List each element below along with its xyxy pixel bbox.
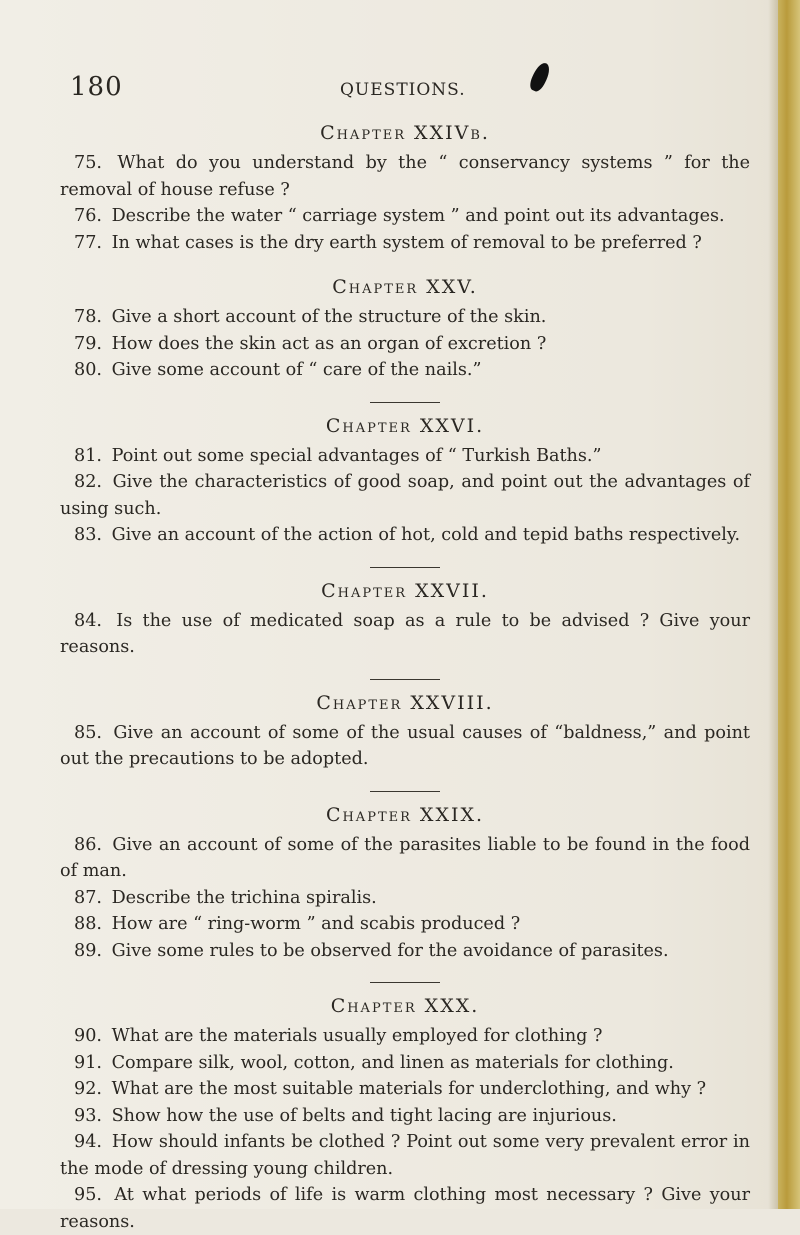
question-number: 77. (74, 232, 102, 253)
chapter-section (60, 276, 750, 384)
question (60, 1129, 750, 1182)
question-text: Give an account of some of the parasites liable to be found in the food of man. (60, 834, 750, 881)
section-divider (370, 679, 440, 680)
chapter-gap (60, 256, 750, 276)
running-head: QUESTIONS. (340, 80, 466, 100)
question-number: 94. (74, 1132, 102, 1152)
question-text: How does the skin act as an organ of excretion ? (111, 333, 547, 354)
question-text: In what cases is the dry earth system of removal to be preferred ? (111, 232, 702, 253)
chapter-title: Chapter XXVII. (321, 579, 489, 602)
section-divider (370, 982, 440, 983)
question-text: What are the materials usually employed for clothing ? (111, 1026, 603, 1046)
question-number: 75. (74, 153, 102, 173)
question-text: Describe the water “ carriage system ” and point out its advantages. (111, 206, 725, 226)
question-text: What are the most suitable materials for underclothing, and why ? (111, 1079, 707, 1099)
question (60, 230, 750, 257)
question-number: 76. (74, 206, 102, 226)
question (60, 522, 750, 549)
question-number: 92. (74, 1079, 102, 1099)
section-divider (370, 402, 440, 403)
question-text: Give the characteristics of good soap, and point out the advantages of using such. (60, 472, 750, 519)
question-number: 84. (74, 610, 102, 631)
question-number: 79. (74, 333, 102, 354)
chapter-section (60, 122, 750, 256)
page-number: 180 (70, 72, 123, 102)
chapter-title: Chapter XXVIII. (316, 691, 494, 714)
question (60, 1103, 750, 1130)
question (60, 832, 750, 885)
question (60, 938, 750, 965)
questions-content (60, 122, 750, 1235)
question (60, 608, 750, 661)
question-text: Describe the trichina spiralis. (111, 887, 377, 908)
question (60, 1076, 750, 1103)
question-number: 81. (74, 445, 102, 466)
question-text: Give an account of the action of hot, cold and tepid baths respectively. (111, 525, 741, 545)
question-text: Point out some special advantages of “ Turkish Baths.” (111, 445, 602, 466)
question-text: Is the use of medicated soap as a rule to be advised ? Give your reasons. (60, 610, 751, 657)
question (60, 203, 750, 230)
question-number: 91. (74, 1052, 102, 1073)
question (60, 1023, 750, 1050)
question-number: 83. (74, 525, 102, 545)
chapter-title: Chapter XXV. (332, 276, 478, 298)
question-text: At what periods of life is warm clothing most necessary ? Give your reasons. (60, 1185, 751, 1232)
question (60, 443, 750, 470)
question (60, 150, 750, 203)
chapter-title: Chapter XXIX. (325, 803, 485, 826)
question-text: How should infants be clothed ? Point out some very prevalent error in the mode of dressing young children. (60, 1132, 750, 1179)
chapter-section (60, 995, 750, 1235)
chapter-section (60, 692, 750, 773)
question-number: 85. (74, 722, 102, 743)
question (60, 1050, 750, 1077)
question-text: Show how the use of belts and tight lacing are injurious. (111, 1105, 617, 1126)
section-divider (370, 791, 440, 792)
question (60, 911, 750, 938)
question-text: Compare silk, wool, cotton, and linen as materials for clothing. (111, 1052, 674, 1073)
question-text: Give an account of some of the usual causes of “baldness,” and point out the precautions to be adopted. (60, 722, 750, 769)
chapter-section (60, 415, 750, 549)
question-number: 95. (74, 1185, 102, 1205)
question-number: 78. (74, 307, 102, 327)
chapter-section (60, 804, 750, 965)
question-number: 90. (74, 1026, 102, 1046)
chapter-title: Chapter XXX. (330, 995, 480, 1017)
question-number: 88. (74, 914, 102, 934)
chapter-title: Chapter XXIVb. (320, 122, 490, 144)
section-divider (370, 567, 440, 568)
question-number: 82. (74, 472, 102, 492)
question-number: 80. (74, 360, 102, 380)
question-text: What do you understand by the “ conservancy systems ” for the removal of house refuse ? (60, 153, 751, 200)
question-number: 86. (74, 834, 102, 855)
page-edge-shadow (768, 0, 778, 1209)
question-text: Give some account of “ care of the nails.” (111, 360, 482, 380)
question-number: 89. (74, 940, 102, 961)
question-text: How are “ ring-worm ” and scabis produced ? (111, 914, 521, 934)
question-number: 93. (74, 1105, 102, 1126)
question (60, 304, 750, 331)
question (60, 331, 750, 358)
chapter-section (60, 580, 750, 661)
question (60, 357, 750, 384)
question-text: Give some rules to be observed for the avoidance of parasites. (111, 940, 669, 961)
question (60, 469, 750, 522)
chapter-title: Chapter XXVI. (325, 414, 485, 437)
question (60, 720, 750, 773)
question-text: Give a short account of the structure of the skin. (111, 307, 547, 327)
question (60, 885, 750, 912)
question-number: 87. (74, 887, 102, 908)
gilt-page-edge (778, 0, 800, 1209)
